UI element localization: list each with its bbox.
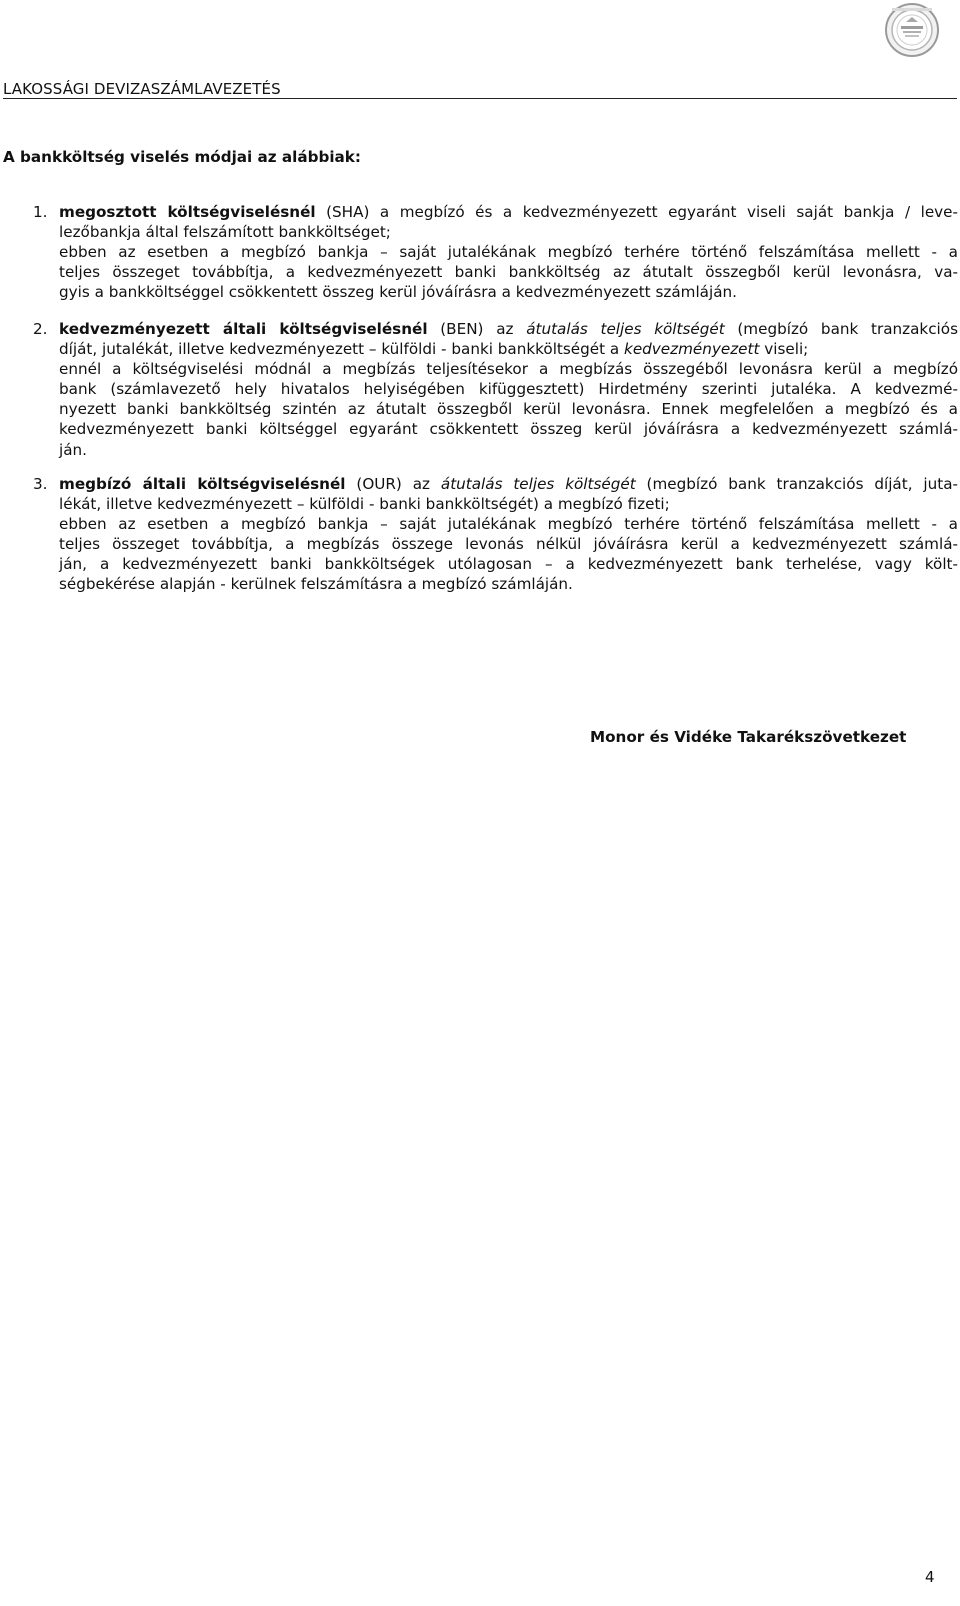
document-header-title: LAKOSSÁGI DEVIZASZÁMLAVEZETÉS <box>3 80 281 98</box>
term-bold: megosztott költségviselésnél <box>59 203 316 221</box>
list-item-number: 1. <box>33 203 48 221</box>
text-line: ján, a kedvezményezett banki bankköltségek utólagosan – a kedvezményezett bank terhelése, vagy költ- <box>59 555 958 574</box>
text-line: ebben az esetben a megbízó bankja – saját jutalékának megbízó terhére történő felszámítása mellett - a <box>59 515 958 534</box>
text-run: viseli; <box>759 340 809 359</box>
section-heading: A bankköltség viselés módjai az alábbiak: <box>3 148 361 166</box>
list-item-number: 2. <box>33 320 48 338</box>
text-line: kedvezményezett banki költséggel egyaránt csökkentett összeg kerül jóváírásra a kedvezményezett számlá- <box>59 420 958 439</box>
text-line: teljes összeget továbbítja, a megbízás összege levonás nélkül jóváírásra kerül a kedvezményezett számlá- <box>59 535 958 554</box>
text-run: díját, jutalékát, illetve kedvezményezett – külföldi - banki bankköltségét a <box>59 340 625 359</box>
bank-seal-icon <box>884 2 940 58</box>
text-italic: kedvezményezett <box>624 340 760 359</box>
text-italic: átutalás teljes költségét <box>440 475 636 493</box>
text-line: bank (számlavezető hely hivatalos helyiségében kifüggesztett) Hirdetmény szerinti jutaléka. A kedvezmé- <box>59 380 958 399</box>
text-line: ebben az esetben a megbízó bankja – saját jutalékának megbízó terhére történő felszámítása mellett - a <box>59 243 958 262</box>
text-run: (megbízó bank tranzakciós <box>724 320 958 338</box>
term-bold: kedvezményezett általi költségviselésnél <box>59 320 428 338</box>
text-italic: átutalás teljes költségét <box>526 320 725 338</box>
text-line: nyezett banki bankköltség szintén az átutalt összegből kerül levonásra. Ennek megfelelően a megbízó és a <box>59 400 958 419</box>
text-line: lezőbankja által felszámított bankköltséget; <box>59 223 391 242</box>
text-line: ján. <box>59 440 87 459</box>
term-bold: megbízó általi költségviselésnél <box>59 475 346 493</box>
list-item-text <box>59 474 958 595</box>
page-number: 4 <box>925 1568 935 1586</box>
text-line: lékát, illetve kedvezményezett – külföldi - banki bankköltségét) a megbízó fizeti; <box>59 495 670 514</box>
header-divider <box>3 98 957 99</box>
text-line: teljes összeget továbbítja, a kedvezményezett banki bankköltség az átutalt összegből kerül levonásra, va- <box>59 263 958 282</box>
signature-organization: Monor és Vidéke Takarékszövetkezet <box>590 728 907 746</box>
text-line: ségbekérése alapján - kerülnek felszámításra a megbízó számláján. <box>59 575 573 594</box>
text-run: (megbízó bank tranzakciós díját, juta- <box>635 475 958 493</box>
text-line: gyis a bankköltséggel csökkentett összeg kerül jóváírásra a kedvezményezett számláján. <box>59 283 737 302</box>
text-run: (SHA) a megbízó és a kedvezményezett egyaránt viseli saját bankja / leve- <box>315 203 958 221</box>
list-item-text <box>59 319 958 460</box>
text-run: (BEN) az <box>427 320 527 338</box>
text-line: ennél a költségviselési módnál a megbízás teljesítésekor a megbízás összegéből levonásra kerül a megbízó <box>59 360 958 379</box>
text-run: (OUR) az <box>345 475 441 493</box>
list-item-number: 3. <box>33 475 48 493</box>
list-item-text <box>59 202 958 302</box>
